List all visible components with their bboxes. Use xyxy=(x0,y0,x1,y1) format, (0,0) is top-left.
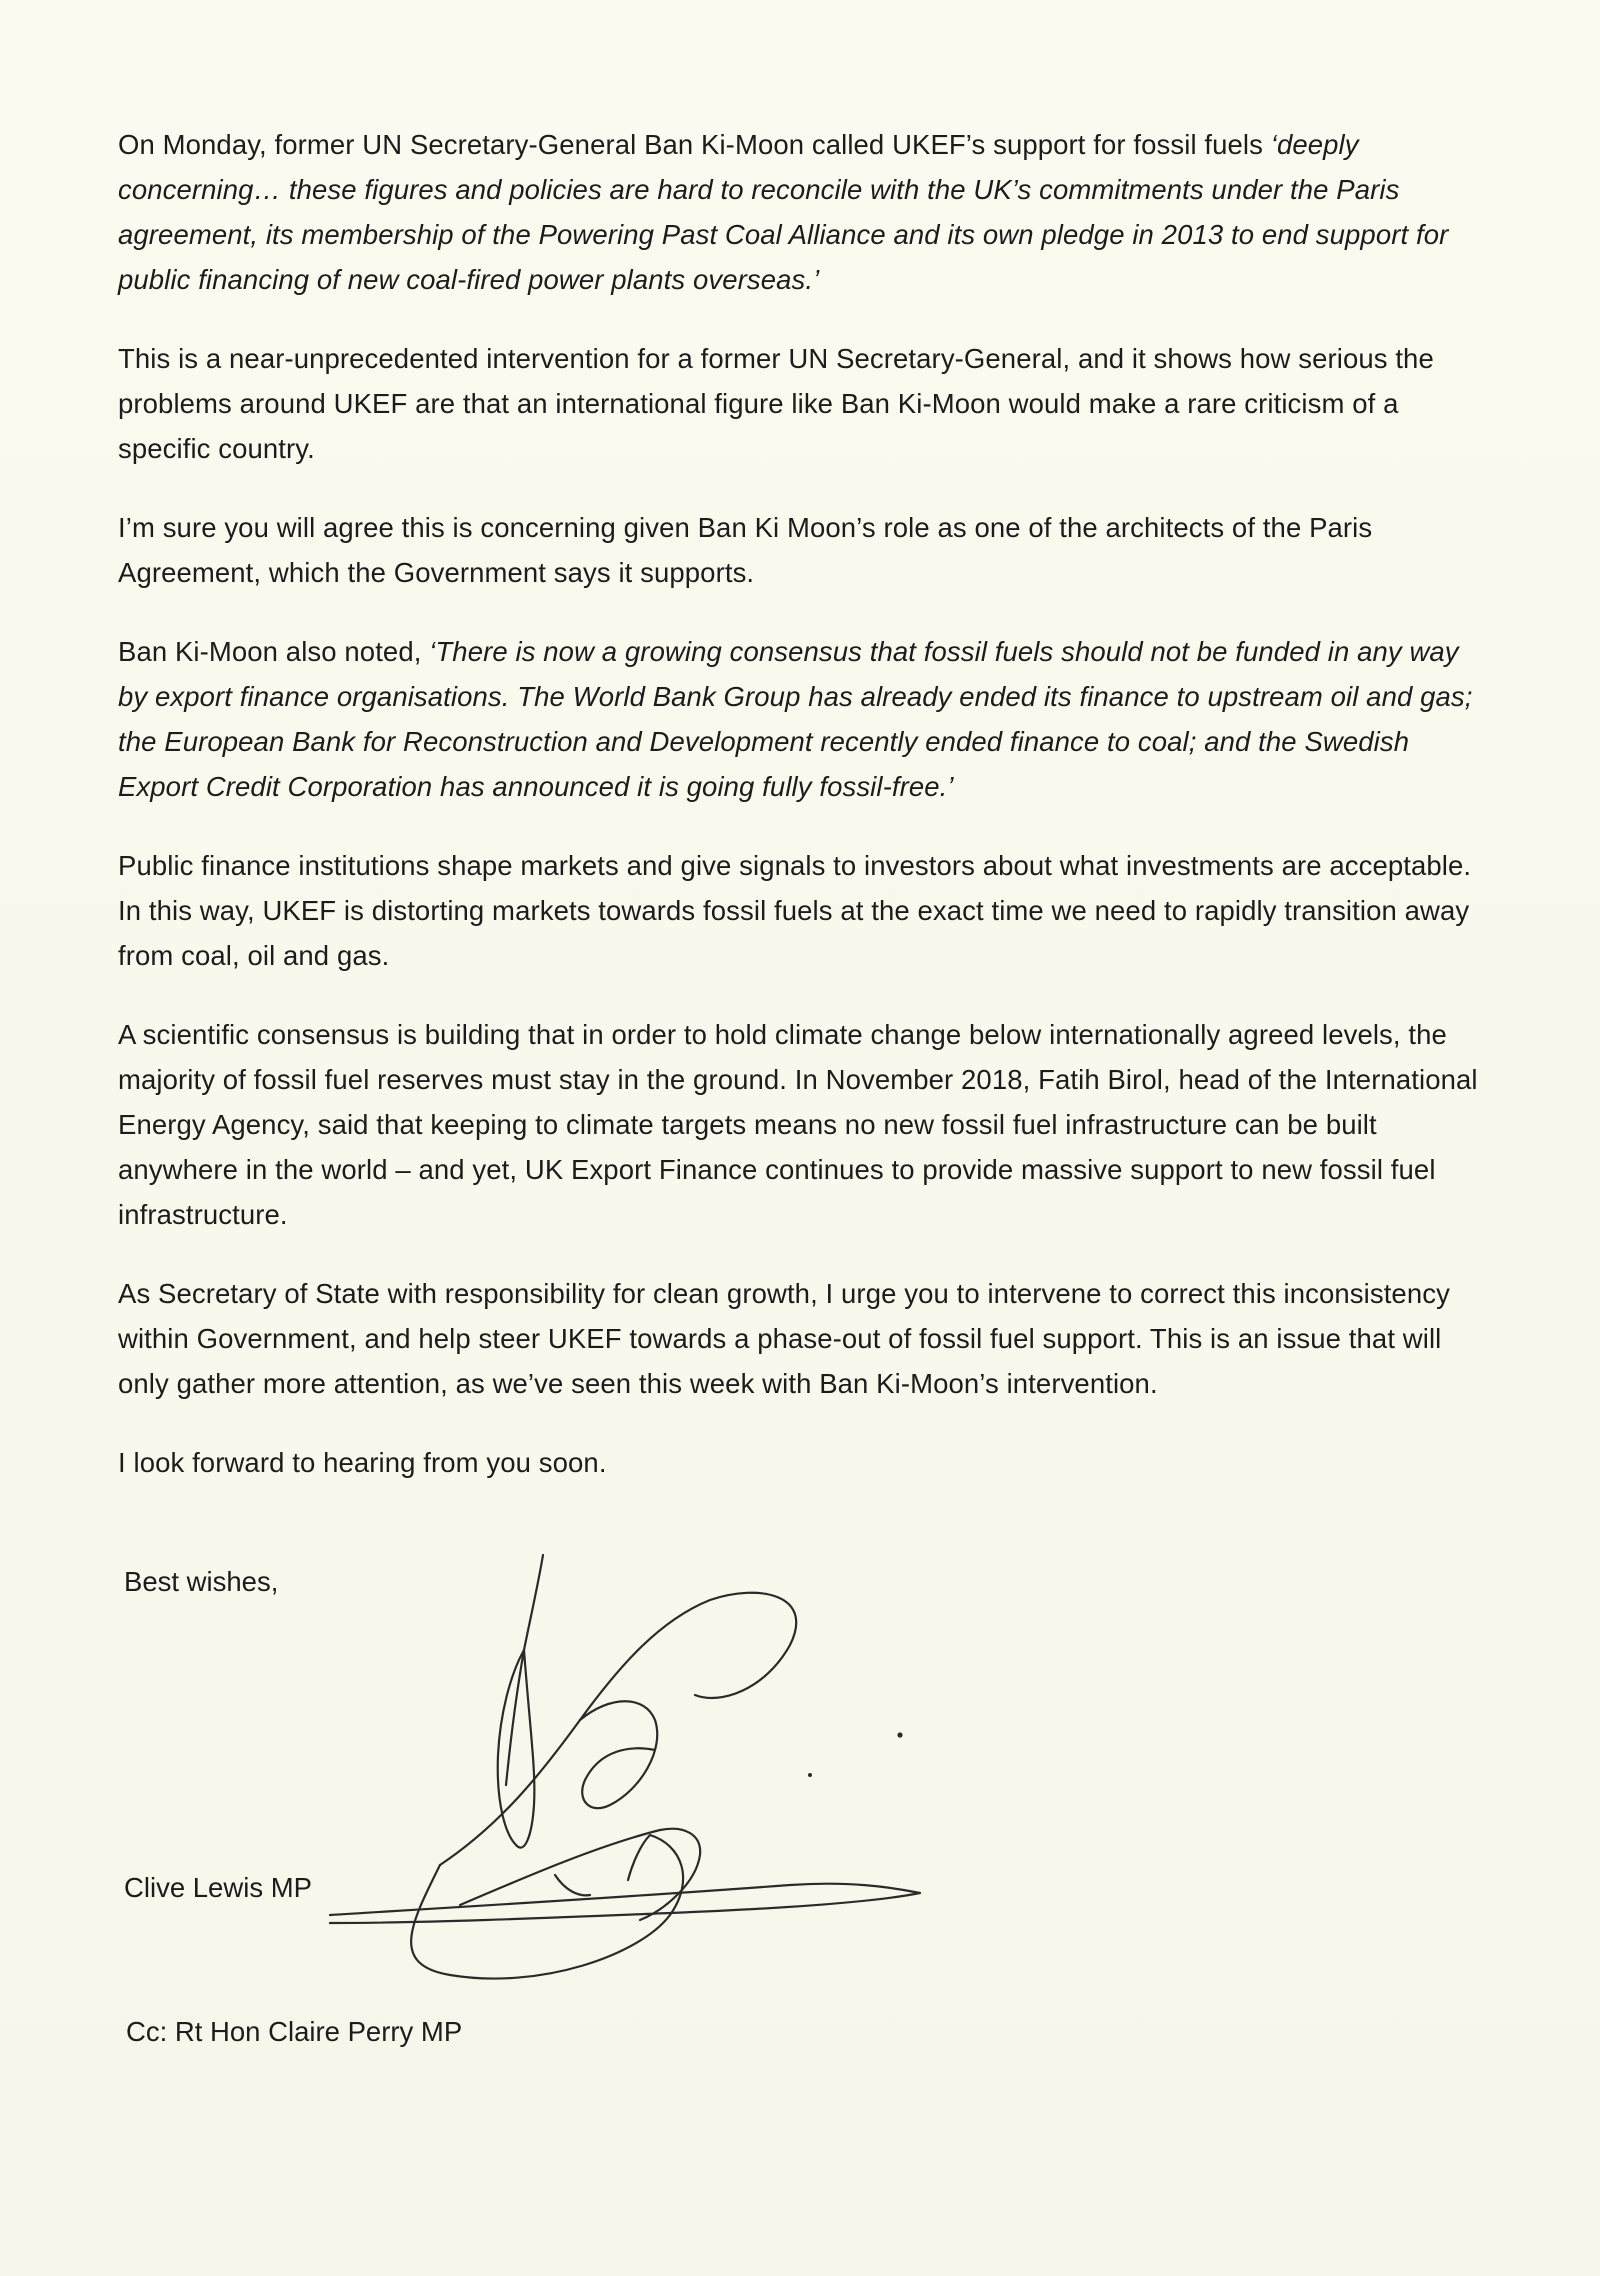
cc-line: Cc: Rt Hon Claire Perry MP xyxy=(126,2016,463,2047)
letter-body xyxy=(118,122,1488,1519)
ban-ki-moon-quote-2: ‘There is now a growing consensus that fossil fuels should not be funded in any way by export finance organisations. The World Bank Group has already ended its finance to upstream oil and gas; the European Bank for Reconstruction and Development recently ended finance to coal; and the Swedish Export Credit Corporation has announced it is going fully fossil-free.’ xyxy=(118,636,1473,802)
paragraph-public-finance: Public finance institutions shape markets and give signals to investors about what investments are acceptable. In this way, UKEF is distorting markets towards fossil fuels at the exact time we need to rapidly transition away from coal, oil and gas. xyxy=(118,850,1472,971)
paragraph-4-text: Ban Ki-Moon also noted, xyxy=(118,636,430,667)
paragraph-scientific-consensus: A scientific consensus is building that in order to hold climate change below internationally agreed levels, the majority of fossil fuel reserves must stay in the ground. In November 2018, Fatih Birol, head of the International Energy Agency, said that keeping to climate targets means no new fossil fuel infrastructure can be built anywhere in the world – and yet, UK Export Finance continues to provide massive support to new fossil fuel infrastructure. xyxy=(118,1019,1478,1230)
paragraph-growing-consensus xyxy=(118,629,1488,809)
paragraph-ban-ki-moon-statement xyxy=(118,122,1488,302)
ban-ki-moon-quote-1: ‘deeply concerning… these figures and policies are hard to reconcile with the UK’s commitments under the Paris agreement, its membership of the Powering Past Coal Alliance and its own pledge in 2013 to end support for public financing of new coal-fired power plants overseas.’ xyxy=(118,129,1449,295)
paragraph-1-text: On Monday, former UN Secretary-General Ban Ki-Moon called UKEF’s support for fossil fuels xyxy=(118,129,1271,160)
paragraph-look-forward: I look forward to hearing from you soon. xyxy=(118,1447,607,1478)
paragraph-paris-agreement: I’m sure you will agree this is concerning given Ban Ki Moon’s role as one of the architects of the Paris Agreement, which the Government says it supports. xyxy=(118,512,1373,588)
signatory-name: Clive Lewis MP xyxy=(124,1872,312,1903)
handwritten-signature xyxy=(310,1545,950,1985)
sign-off: Best wishes, xyxy=(124,1566,279,1597)
paragraph-intervention: This is a near-unprecedented intervention for a former UN Secretary-General, and it shows how serious the problems around UKEF are that an international figure like Ban Ki-Moon would make a rare criticism of a specific country. xyxy=(118,343,1434,464)
paragraph-request: As Secretary of State with responsibility for clean growth, I urge you to intervene to correct this inconsistency within Government, and help steer UKEF towards a phase-out of fossil fuel support. This is an issue that will only gather more attention, as we’ve seen this week with Ban Ki-Moon’s intervention. xyxy=(118,1278,1450,1399)
